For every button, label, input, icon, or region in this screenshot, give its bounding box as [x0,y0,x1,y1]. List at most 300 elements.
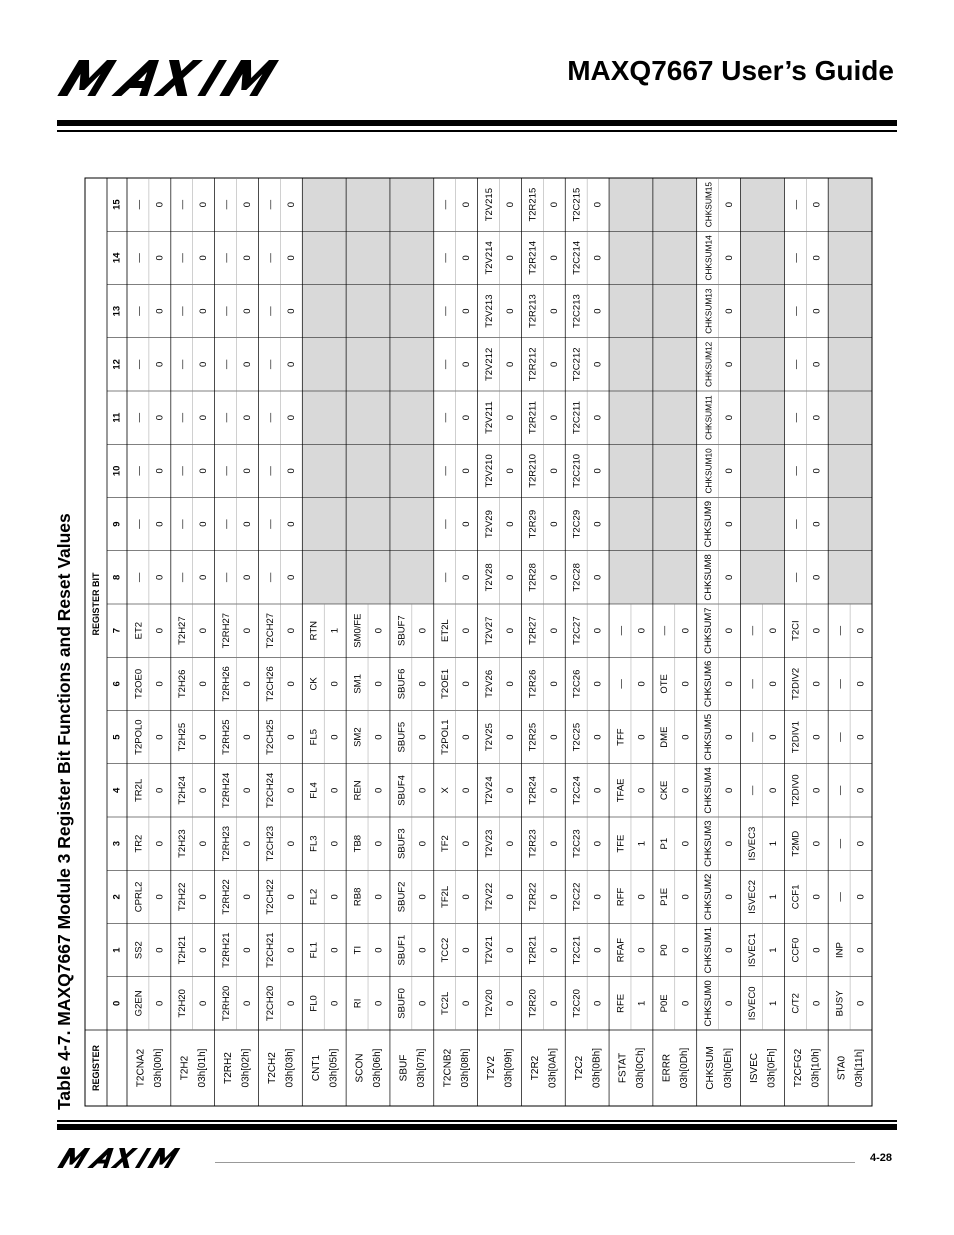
bit-function: — [133,519,145,529]
bit-reset-value: 0 [198,681,210,687]
empty-bit-cell [609,231,653,284]
bit-function: — [133,466,145,476]
bit-function: T2V24 [483,776,495,805]
bit-reset-value: 0 [242,468,254,474]
empty-bit-cell [609,391,653,444]
bit-function: CHKSUM12 [703,341,714,387]
empty-bit-cell [828,178,872,231]
register-address: 03h[09h] [503,1048,515,1088]
bit-reset-value: 0 [504,308,516,314]
empty-bit-cell [828,498,872,551]
bit-function: FL4 [308,782,320,799]
bit-reset-value: 0 [592,1000,604,1007]
bit-reset-value: 0 [504,947,516,953]
bit-function: T2CH20 [264,985,276,1022]
bit-reset-value: 0 [855,681,867,687]
bit-reset-value: 0 [592,787,604,794]
bit-function: SBUF6 [396,668,408,700]
bit-function: T2R211 [527,401,539,435]
bit-number-header: 14 [111,252,123,264]
bit-reset-value: 0 [242,681,254,687]
bit-function: T2V28 [483,563,495,592]
empty-bit-cell [390,444,434,497]
bit-function: CHKSUM5 [703,713,715,761]
bit-function: — [790,359,802,370]
bit-function: T2RH26 [220,666,232,702]
empty-bit-cell [828,444,872,497]
bit-function: T2V23 [483,829,495,858]
bit-reset-value: 0 [504,414,516,421]
register-name: T2CNA2 [135,1048,147,1088]
bit-function: CHKSUM1 [703,926,715,974]
bit-reset-value: 0 [285,255,297,261]
empty-bit-cell [390,338,434,391]
bit-reset-value: 0 [198,947,210,953]
bit-reset-value: 0 [592,627,604,634]
bit-function: ET2L [440,619,452,642]
bit-reset-value: 0 [504,734,516,740]
bit-function: T2C26 [571,669,583,699]
bit-function: T2H24 [177,776,189,805]
bit-function: — [834,679,846,689]
register-address: 03h[00h] [153,1048,165,1088]
bit-reset-value: 1 [767,947,779,953]
bit-function: — [790,306,802,316]
bit-reset-value: 0 [242,574,254,581]
bit-reset-value: 0 [724,894,736,900]
bit-function: RFE [615,993,627,1013]
bit-function: SBUF3 [396,828,408,859]
bit-function: T2C28 [571,563,583,592]
bit-reset-value: 0 [811,414,823,421]
bit-function: T2V20 [483,989,495,1018]
bit-reset-value: 0 [548,627,560,634]
bit-reset-value: 0 [548,947,560,953]
bit-reset-value: 0 [811,627,823,634]
bit-reset-value: 0 [811,361,823,368]
bit-number-header: 13 [111,305,123,317]
bit-reset-value: 0 [724,787,736,794]
register-name: T2C2 [573,1055,585,1081]
empty-bit-cell [346,178,390,231]
bit-function: CHKSUM4 [703,767,715,814]
bit-function: T2R28 [527,563,539,592]
bit-function: — [133,572,145,583]
register-name: T2CH2 [266,1052,278,1084]
bit-function: — [264,359,276,370]
bit-reset-value: 0 [724,361,736,368]
bit-function: — [133,359,145,370]
bit-reset-value: 0 [724,255,736,261]
bit-function: T2R213 [527,294,539,329]
empty-bit-cell [609,178,653,231]
bit-reset-value: 0 [724,681,736,687]
bit-function: T2R212 [527,347,539,382]
bit-reset-value: 0 [285,574,297,581]
bit-number-header: 11 [111,412,123,423]
bit-function: TB8 [352,834,364,853]
empty-bit-cell [302,444,346,497]
bit-function: — [834,732,846,742]
bit-reset-value: 0 [592,468,604,474]
bit-function: — [220,359,232,370]
bit-reset-value: 0 [461,255,473,261]
bit-reset-value: 0 [373,894,385,900]
bit-reset-value: 0 [504,574,516,581]
bit-function: T2OE1 [440,668,452,699]
bit-reset-value: 0 [548,681,560,687]
bit-function: — [133,412,145,423]
empty-bit-cell [609,498,653,551]
bit-function: SBUF2 [396,881,408,913]
bit-function: T2V26 [483,669,495,698]
bit-function: — [264,572,276,583]
bit-reset-value: 1 [636,840,648,847]
bit-function: CHKSUM14 [703,235,714,281]
bit-function: T2R21 [527,935,539,965]
bit-reset-value: 0 [198,468,210,474]
bit-reset-value: 0 [417,681,429,687]
bit-reset-value: 0 [636,787,648,794]
bit-function: T2R22 [527,882,539,912]
bit-reset-value: 0 [285,1000,297,1007]
bit-reset-value: 0 [285,308,297,314]
bit-reset-value: 0 [855,734,867,740]
bit-reset-value: 0 [373,1000,385,1007]
bit-function: FL2 [308,888,320,906]
bit-reset-value: 0 [198,361,210,368]
bit-number-header: 8 [111,574,123,581]
bit-function: — [220,519,232,529]
register-name: STA0 [836,1055,848,1081]
bit-reset-value: 0 [154,468,166,474]
bit-function: RFF [615,887,627,907]
bit-function: TF2L [440,885,452,908]
bit-reset-value: 0 [242,414,254,421]
bit-function: T2C21 [571,935,583,965]
register-bit-header: REGISTER BIT [91,572,101,636]
bit-reset-value: 0 [154,840,166,847]
bit-function: T2DIV0 [790,774,802,807]
bit-reset-value: 0 [592,521,604,527]
bit-reset-value: 0 [724,947,736,953]
bit-reset-value: 0 [461,840,473,847]
bit-reset-value: 0 [680,734,692,740]
register-header: REGISTER [91,1044,101,1092]
bit-function: T2OE0 [133,668,145,699]
bit-function: T2V215 [483,187,495,222]
register-name: T2RH2 [223,1052,235,1084]
register-address: 03h[02h] [240,1048,252,1088]
bit-reset-value: 0 [811,787,823,794]
bit-reset-value: 0 [285,361,297,368]
bit-reset-value: 0 [461,521,473,527]
empty-bit-cell [390,178,434,231]
bit-function: X [440,787,452,794]
bit-function: T2C25 [571,722,583,752]
bit-reset-value: 1 [767,1000,779,1007]
bit-reset-value: 0 [461,681,473,687]
bit-reset-value: 0 [373,947,385,953]
bit-function: T2R215 [527,187,539,222]
bit-function: — [220,572,232,583]
bit-reset-value: 0 [242,201,254,208]
bit-number-header: 0 [111,1000,123,1007]
bit-function: — [133,199,145,210]
bit-function: T2V213 [483,294,495,328]
bit-reset-value: 0 [636,734,648,740]
bit-function: — [177,306,189,316]
bit-reset-value: 0 [504,1000,516,1007]
bit-reset-value: 0 [811,840,823,847]
bit-reset-value: 1 [329,627,341,634]
bit-reset-value: 0 [417,947,429,953]
bit-function: T2R23 [527,829,539,858]
bit-function: SBUF1 [396,934,408,966]
bit-function: T2CH27 [264,612,276,649]
empty-bit-cell [653,231,697,284]
bit-function: — [177,199,189,210]
register-name: T2CFG2 [792,1048,804,1088]
bit-reset-value: 0 [329,840,341,847]
bit-function: TFAE [615,778,627,803]
bit-function: TC2L [440,991,452,1015]
document-title: MAXQ7667 User’s Guide [567,55,894,86]
bit-reset-value: 0 [592,947,604,953]
bit-reset-value: 0 [198,574,210,581]
bit-reset-value: 0 [285,468,297,474]
bit-function: — [746,785,758,796]
bit-reset-value: 0 [680,627,692,634]
bit-function: T2R24 [527,776,539,805]
bit-function: CKE [659,780,671,801]
bit-number-header: 9 [111,521,123,527]
page-number: 4-28 [869,1152,892,1164]
bit-reset-value: 0 [461,308,473,314]
bit-reset-value: 0 [811,201,823,208]
bit-reset-value: 0 [154,627,166,634]
bit-function: SM1 [352,674,364,694]
bit-reset-value: 0 [242,787,254,794]
empty-bit-cell [302,231,346,284]
bit-reset-value: 0 [548,1000,560,1007]
bit-function: T2CH21 [264,932,276,968]
bit-reset-value: 0 [154,1000,166,1007]
register-name: FSTAT [617,1052,629,1084]
register-address: 03h[01h] [196,1048,208,1088]
bit-function: T2RH21 [220,932,232,968]
bit-reset-value: 0 [724,521,736,527]
bit-function: — [264,306,276,316]
bit-function: — [440,519,452,529]
empty-bit-cell [609,444,653,497]
bit-function: T2CH26 [264,666,276,702]
register-name: SBUF [398,1054,410,1082]
bit-reset-value: 0 [285,947,297,953]
bit-function: SM0/FE [352,613,364,648]
empty-bit-cell [302,391,346,444]
bit-reset-value: 0 [285,681,297,687]
bit-function: T2DIV1 [790,721,802,754]
bit-reset-value: 0 [154,308,166,314]
bit-reset-value: 0 [417,894,429,900]
bit-reset-value: 0 [198,255,210,261]
empty-bit-cell [390,231,434,284]
bit-reset-value: 0 [461,947,473,953]
bit-reset-value: 0 [592,308,604,314]
bit-function: — [659,625,671,636]
bit-function: — [615,679,627,689]
bit-reset-value: 0 [724,734,736,740]
empty-bit-cell [346,231,390,284]
bit-function: — [790,572,802,583]
bit-reset-value: 0 [636,681,648,687]
bit-reset-value: 0 [811,308,823,314]
empty-bit-cell [828,551,872,604]
bit-reset-value: 1 [767,840,779,847]
bit-reset-value: 0 [855,787,867,794]
bit-function: — [177,572,189,583]
bit-reset-value: 0 [154,681,166,687]
bit-reset-value: 0 [592,414,604,421]
bit-function: — [220,466,232,476]
bit-function: SBUF5 [396,721,408,753]
bit-function: FL0 [308,995,320,1012]
bit-reset-value: 0 [592,201,604,208]
bit-function: — [746,679,758,689]
bit-function: — [133,253,145,263]
register-name: CNT1 [310,1054,322,1082]
bit-reset-value: 0 [154,947,166,953]
bit-function: T2C23 [571,829,583,858]
empty-bit-cell [741,178,785,231]
empty-bit-cell [828,338,872,391]
bit-reset-value: 0 [680,681,692,687]
bit-reset-value: 0 [417,627,429,634]
bit-reset-value: 0 [724,627,736,634]
register-name: SCON [354,1053,366,1083]
bit-reset-value: 0 [242,734,254,740]
bit-reset-value: 0 [329,1000,341,1007]
register-address: 03h[06h] [372,1048,384,1088]
register-address: 03h[0Ah] [547,1047,559,1089]
bit-function: SS2 [133,941,145,960]
bit-reset-value: 0 [417,734,429,740]
bit-function: TR2L [133,778,145,802]
bit-function: T2V214 [483,241,495,275]
bit-function: T2C27 [571,616,583,645]
bit-function: T2RH24 [220,772,232,809]
empty-bit-cell [390,285,434,338]
bit-reset-value: 0 [417,787,429,794]
bit-reset-value: 0 [242,1000,254,1007]
bit-reset-value: 0 [548,840,560,847]
bit-function: T2R20 [527,989,539,1018]
empty-bit-cell [741,551,785,604]
bit-reset-value: 0 [680,840,692,847]
empty-bit-cell [653,498,697,551]
bit-function: — [440,306,452,316]
bit-function: T2V22 [483,882,495,911]
bit-number-header: 3 [111,840,123,847]
bit-reset-value: 0 [373,840,385,847]
bit-reset-value: 0 [855,840,867,847]
bit-function: G2EN [133,990,145,1017]
bit-reset-value: 0 [855,1000,867,1007]
bit-function: SM2 [352,727,364,747]
bit-reset-value: 1 [767,894,779,900]
bit-function: T2H26 [177,669,189,699]
bit-function: RI [352,998,364,1009]
empty-bit-cell [828,285,872,338]
register-name: CHKSUM [705,1046,717,1090]
empty-bit-cell [390,391,434,444]
bit-number-header: 5 [111,734,123,740]
register-address: 03h[11h] [854,1048,866,1088]
bit-function: — [264,466,276,476]
bit-reset-value: 0 [548,787,560,794]
bit-function: C/T2 [790,993,802,1014]
bit-number-header: 2 [111,894,123,900]
bit-reset-value: 0 [329,681,341,687]
bit-function: T2H25 [177,722,189,752]
bit-function: REN [352,780,364,801]
bit-function: T2C22 [571,882,583,912]
bit-reset-value: 0 [285,521,297,527]
bit-reset-value: 0 [461,894,473,900]
empty-bit-cell [653,391,697,444]
empty-bit-cell [653,178,697,231]
empty-bit-cell [302,498,346,551]
bit-reset-value: 0 [285,894,297,900]
bit-reset-value: 0 [680,787,692,794]
bit-function: — [440,199,452,210]
bit-function: CPRL2 [133,881,145,913]
bit-reset-value: 0 [242,255,254,261]
bit-reset-value: 0 [285,734,297,740]
bit-reset-value: 0 [461,201,473,208]
bit-reset-value: 0 [592,255,604,261]
bit-reset-value: 0 [767,734,779,740]
bit-function: T2DIV2 [790,667,802,700]
empty-bit-cell [741,391,785,444]
register-name: T2CNB2 [442,1048,454,1088]
bit-reset-value: 0 [461,468,473,474]
bit-reset-value: 0 [417,840,429,847]
bit-function: — [440,572,452,583]
bit-reset-value: 0 [548,894,560,900]
bit-reset-value: 0 [242,894,254,900]
bit-reset-value: 0 [242,840,254,847]
bit-reset-value: 0 [504,361,516,368]
bit-reset-value: 0 [198,521,210,527]
bit-function: CK [308,677,320,691]
register-address: 03h[0Bh] [591,1047,603,1089]
empty-bit-cell [741,285,785,338]
bit-reset-value: 0 [680,1000,692,1007]
bit-reset-value: 0 [461,627,473,634]
register-address: 03h[10h] [810,1048,822,1088]
empty-bit-cell [609,551,653,604]
bit-function: — [834,838,846,849]
empty-bit-cell [390,551,434,604]
bit-function: — [177,412,189,423]
bit-reset-value: 0 [767,787,779,794]
bit-function: T2CH25 [264,719,276,755]
bit-reset-value: 0 [198,894,210,900]
bit-reset-value: 1 [636,1000,648,1007]
register-name: T2H2 [179,1055,191,1081]
